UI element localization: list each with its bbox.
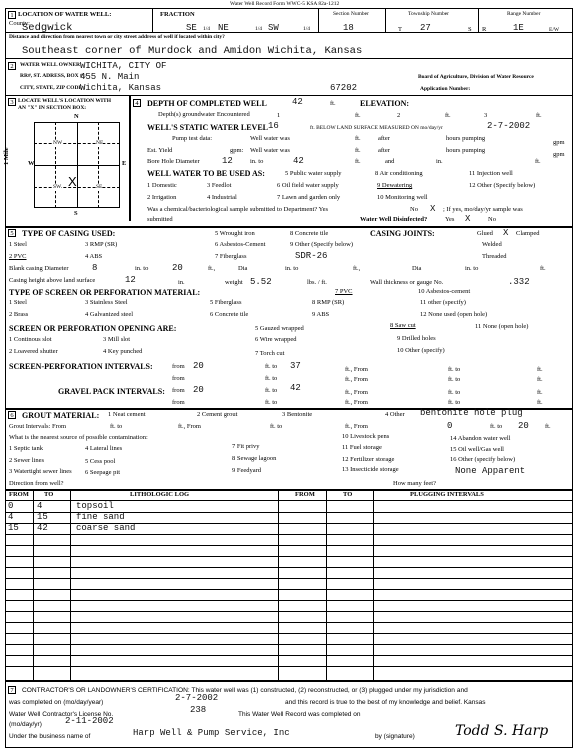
range-label: Range Number (507, 11, 541, 17)
fraction-q1[interactable]: SE (186, 23, 197, 33)
log-header-from: FROM (9, 491, 29, 498)
log-row-3-from[interactable]: 15 (8, 523, 19, 533)
depth-value[interactable]: 42 (292, 97, 303, 107)
distance-label: Distance and direction from nearest town or city street address of well if located within city? (9, 34, 225, 40)
wall-thickness-value[interactable]: .332 (508, 277, 530, 287)
owner-label: WATER WELL OWNER: (20, 62, 82, 68)
county-value[interactable]: Sedgwick (22, 22, 73, 34)
township-value[interactable]: 27 (420, 23, 431, 33)
log-row-1-desc[interactable]: topsoil (76, 501, 114, 511)
log-row-1-from[interactable]: 0 (8, 501, 14, 511)
map-nw: NW (53, 140, 63, 146)
contamination-other-value[interactable]: None Apparent (455, 466, 526, 476)
opening-saw-cut[interactable]: 8 Saw cut (390, 322, 416, 329)
map-sw: SW (53, 184, 62, 190)
use-dewatering[interactable]: 9 Dewatering (377, 182, 413, 189)
grout-other-value[interactable]: bentonite hole plug (420, 408, 523, 418)
casing-pvc[interactable]: 2 PVC (9, 253, 27, 260)
static-level-value[interactable]: 16 (268, 121, 279, 131)
casing-weight-value[interactable]: 5.52 (250, 277, 272, 287)
log-row-3-desc[interactable]: coarse sand (76, 523, 136, 533)
address-label: RR#, ST. ADRESS, BOX # : (20, 73, 86, 79)
section-number-value[interactable]: 18 (343, 23, 354, 33)
section-number-label: Section Number (333, 11, 369, 17)
blank-to-value[interactable]: 20 (172, 263, 183, 273)
blank-diameter-value[interactable]: 8 (92, 263, 98, 273)
section-2-number: 2 (8, 62, 16, 70)
map-mile-label: 1 Mile (3, 147, 10, 165)
static-date-value[interactable]: 2-7-2002 (487, 121, 531, 131)
zip-value[interactable]: 67202 (330, 83, 358, 93)
log-header-lithologic: LITHOLOGIC LOG (130, 491, 190, 498)
map-ne: NE (96, 140, 104, 146)
record-date-value[interactable]: 2-11-2002 (65, 716, 114, 726)
gravel-to-value[interactable]: 42 (290, 383, 301, 393)
depth-label: DEPTH OF COMPLETED WELL (147, 99, 267, 108)
screen-pvc[interactable]: 7 PVC (335, 288, 353, 295)
city-label: CITY, STATE, ZIP CODE : (20, 85, 86, 91)
map-title-1: LOCATE WELL'S LOCATION WITH (18, 98, 111, 104)
section-7-number: 7 (8, 686, 16, 694)
log-header-from-2: FROM (295, 491, 315, 498)
glued-x[interactable]: X (503, 228, 509, 238)
grout-from-value[interactable]: 0 (447, 421, 453, 431)
static-level-label: WELL'S STATIC WATER LEVEL (147, 123, 269, 132)
groundwater-label: Depth(s) groundwater Encountered (158, 111, 250, 118)
owner-value[interactable]: WICHITA, CITY OF (80, 61, 167, 71)
bore-value[interactable]: 12 (222, 156, 233, 166)
map-west: W (28, 160, 35, 167)
section-5-number: 5 (8, 229, 16, 237)
perf-from-value[interactable]: 20 (193, 361, 204, 371)
fraction-q2[interactable]: NE (218, 23, 229, 33)
casing-other-value[interactable]: SDR-26 (295, 251, 328, 261)
business-name-value[interactable]: Harp Well & Pump Service, Inc (133, 728, 290, 738)
city-value[interactable]: Wichita, Kansas (80, 83, 162, 93)
map-title-2: AN "X" IN SECTION BOX: (18, 105, 87, 111)
section-4-number: 4 (133, 99, 141, 107)
fraction-q3[interactable]: SW (268, 23, 279, 33)
map-south: S (74, 210, 78, 217)
township-label: Township Number (408, 11, 450, 17)
casing-type-label: TYPE OF CASING USED: (22, 229, 116, 238)
county-label: County: (9, 20, 30, 27)
map-se: SE (96, 184, 103, 190)
application-label: Application Number: (420, 86, 471, 92)
log-row-2-to[interactable]: 15 (37, 512, 48, 522)
map-north: N (74, 113, 79, 120)
map-east: E (122, 160, 127, 167)
grout-to-value[interactable]: 20 (518, 421, 529, 431)
completed-date-value[interactable]: 2-7-2002 (175, 693, 219, 703)
form-frame (5, 8, 573, 748)
section-1-number: 1 (8, 11, 16, 19)
signature: Todd S. Harp (455, 723, 549, 739)
section-6-number: 6 (8, 411, 16, 419)
well-location-x[interactable]: X (68, 174, 77, 189)
form-header: Water Well Record Form WWC-5 KSA 82a-1212 (230, 1, 340, 7)
license-value[interactable]: 238 (190, 705, 207, 715)
casing-height-value[interactable]: 12 (125, 275, 136, 285)
board-label: Board of Agriculture, Division of Water Resource (418, 74, 534, 80)
range-value[interactable]: 1E (513, 23, 524, 33)
log-header-to-2: TO (343, 491, 353, 498)
log-row-2-desc[interactable]: fine sand (76, 512, 125, 522)
use-label: WELL WATER TO BE USED AS: (147, 169, 265, 178)
fraction-label: FRACTION (160, 11, 195, 18)
location-label: LOCATION OF WATER WELL: (18, 11, 112, 18)
log-header-plugging: PLUGGING INTERVALS (410, 491, 484, 498)
bore-to-value[interactable]: 42 (293, 156, 304, 166)
chem-no-x[interactable]: X (430, 204, 436, 214)
disinfected-x[interactable]: X (465, 214, 471, 224)
distance-value[interactable]: Southeast corner of Murdock and Amidon Wichita, Kansas (22, 45, 363, 57)
log-header-to: TO (44, 491, 54, 498)
section-3-number: 3 (8, 98, 16, 106)
gravel-from-value[interactable]: 20 (193, 385, 204, 395)
perf-to-value[interactable]: 37 (290, 361, 301, 371)
log-row-1-to[interactable]: 4 (37, 501, 43, 511)
log-row-2-from[interactable]: 4 (8, 512, 14, 522)
elevation-label: ELEVATION: (360, 99, 410, 108)
address-value[interactable]: 455 N. Main (80, 72, 140, 82)
certification-line-1: CONTRACTOR'S OR LANDOWNER'S CERTIFICATION: This water well was (1) constructed, (2) reconstructed, or (3) plugged under my jurisdiction and (22, 687, 468, 694)
log-row-3-to[interactable]: 42 (37, 523, 48, 533)
